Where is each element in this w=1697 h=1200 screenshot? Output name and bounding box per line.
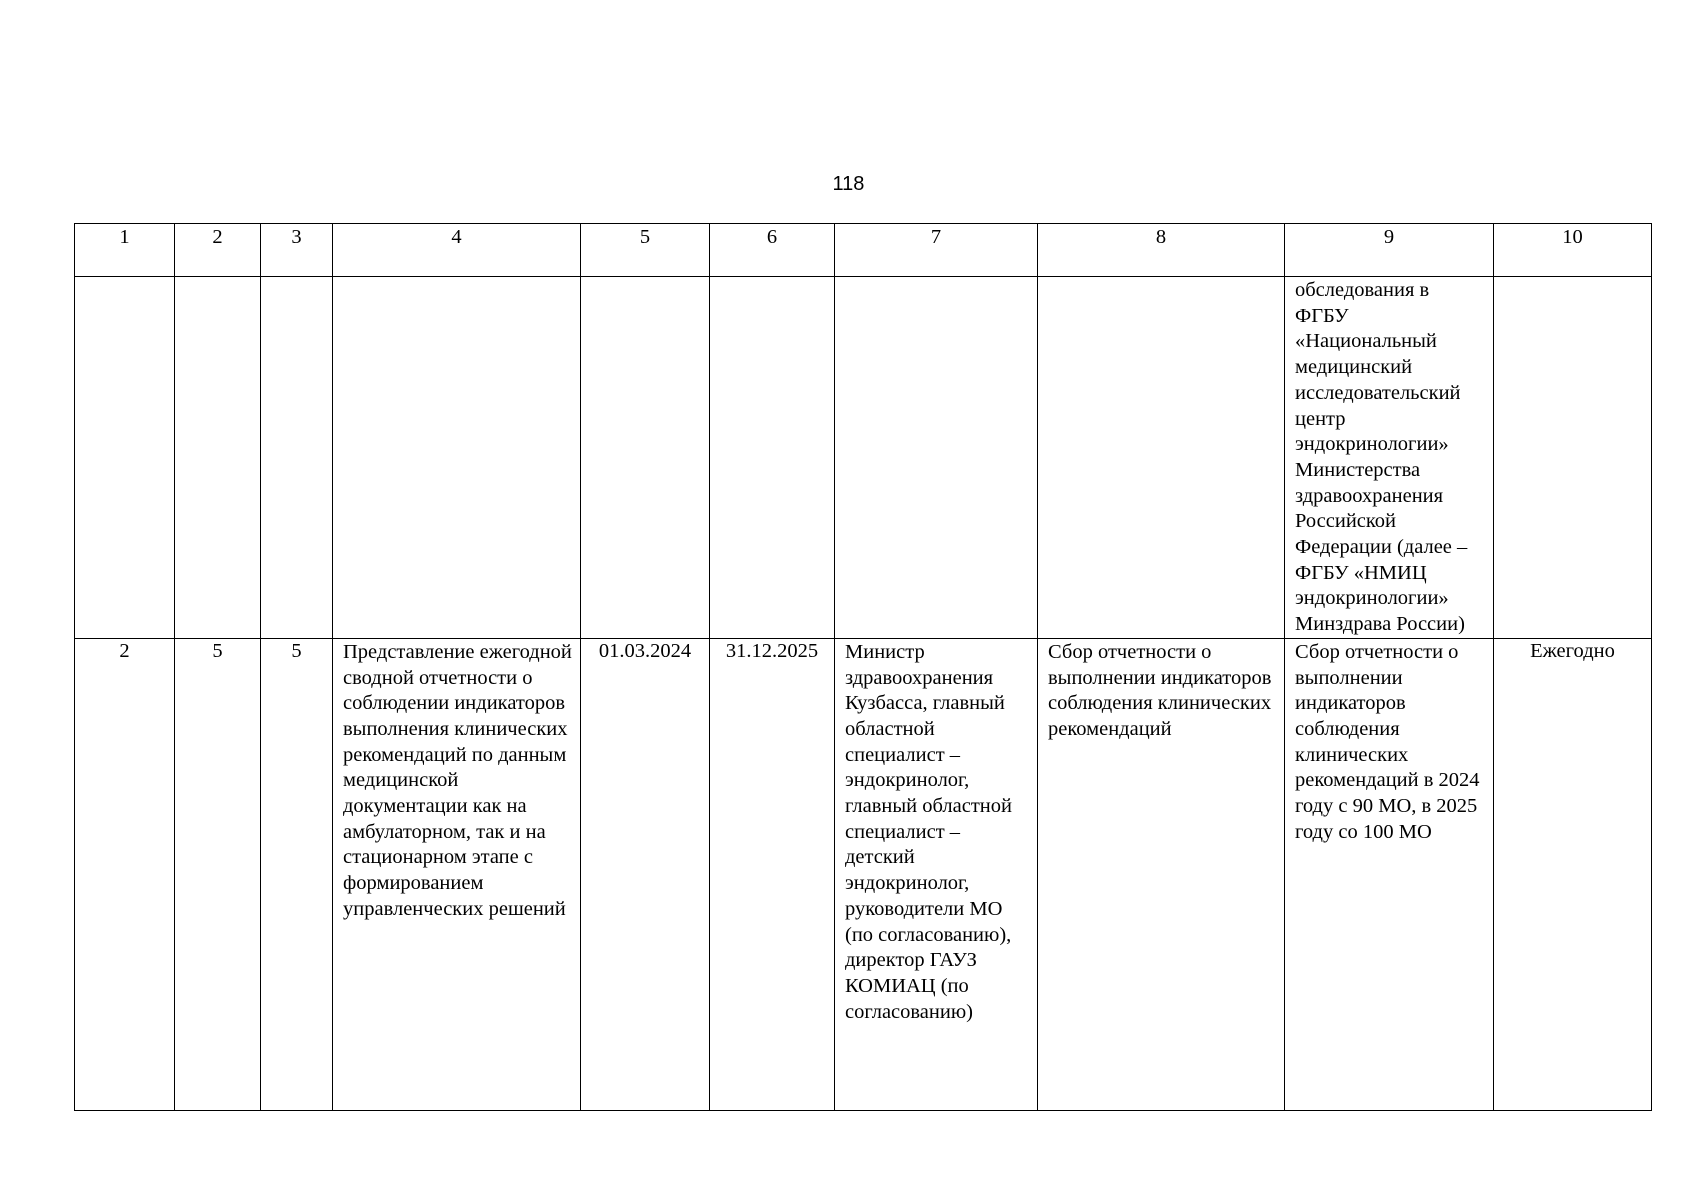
row-cell-6-text: 31.12.2025 bbox=[725, 639, 819, 662]
table-row-continuation bbox=[75, 277, 1652, 639]
row-cell-4-text: Представление ежегодной сводной отчетности о соблюдении индикаторов выполнения клинических рекомендаций по данным медицинской документации как на амбулаторном, так и на стационарном этапе с формированием управленческих решений bbox=[343, 640, 572, 920]
row-cell-3 bbox=[261, 638, 333, 1110]
row-cell-10-text: Ежегодно bbox=[1530, 639, 1615, 662]
row-cell-4 bbox=[333, 638, 581, 1110]
header-cell-2: 2 bbox=[175, 224, 261, 277]
cont-cell-9-text: обследования в ФГБУ «Национальный медицинский исследовательский центр эндокринологии» Министерства здравоохранения Российской Федерации (далее – ФГБУ «НМИЦ эндокринологии» Минздрава России) bbox=[1295, 279, 1468, 636]
row-cell-1-text: 2 bbox=[119, 639, 130, 662]
cont-cell-1 bbox=[75, 277, 175, 639]
cont-cell-2 bbox=[175, 277, 261, 639]
row-cell-5-text: 01.03.2024 bbox=[598, 639, 692, 662]
row-cell-5 bbox=[581, 638, 710, 1110]
table-row bbox=[75, 638, 1652, 1110]
header-cell-10: 10 bbox=[1494, 224, 1652, 277]
header-cell-5: 5 bbox=[581, 224, 710, 277]
header-cell-7: 7 bbox=[835, 224, 1038, 277]
header-cell-3: 3 bbox=[261, 224, 333, 277]
row-cell-3-text: 5 bbox=[291, 639, 302, 662]
header-cell-6: 6 bbox=[710, 224, 835, 277]
row-cell-7-text: Министр здравоохранения Кузбасса, главный областной специалист – эндокринолог, главный областной специалист – детский эндокринолог, руководители МО (по согласованию), директор ГАУЗ КОМИАЦ (по согласованию) bbox=[845, 640, 1012, 1023]
cont-cell-10 bbox=[1494, 277, 1652, 639]
row-cell-8 bbox=[1038, 638, 1285, 1110]
cont-cell-6 bbox=[710, 277, 835, 639]
row-cell-8-text: Сбор отчетности о выполнении индикаторов соблюдения клинических рекомендаций bbox=[1048, 640, 1272, 740]
cont-cell-4 bbox=[333, 277, 581, 639]
row-cell-10 bbox=[1494, 638, 1652, 1110]
header-cell-1: 1 bbox=[75, 224, 175, 277]
row-cell-6 bbox=[710, 638, 835, 1110]
cont-cell-7 bbox=[835, 277, 1038, 639]
header-cell-4: 4 bbox=[333, 224, 581, 277]
row-cell-9 bbox=[1285, 638, 1494, 1110]
row-cell-2-text: 5 bbox=[212, 639, 223, 662]
row-cell-1 bbox=[75, 638, 175, 1110]
cont-cell-9 bbox=[1285, 277, 1494, 639]
cont-cell-5 bbox=[581, 277, 710, 639]
cont-cell-3 bbox=[261, 277, 333, 639]
cont-cell-8 bbox=[1038, 277, 1285, 639]
table-header-row bbox=[75, 224, 1652, 277]
measures-table bbox=[74, 223, 1652, 1111]
header-cell-9: 9 bbox=[1285, 224, 1494, 277]
header-cell-8: 8 bbox=[1038, 224, 1285, 277]
row-cell-2 bbox=[175, 638, 261, 1110]
row-cell-7 bbox=[835, 638, 1038, 1110]
row-cell-9-text: Сбор отчетности о выполнении индикаторов соблюдения клинических рекомендаций в 2024 году с 90 МО, в 2025 году со 100 МО bbox=[1295, 640, 1480, 843]
page-number: 118 bbox=[832, 173, 865, 195]
